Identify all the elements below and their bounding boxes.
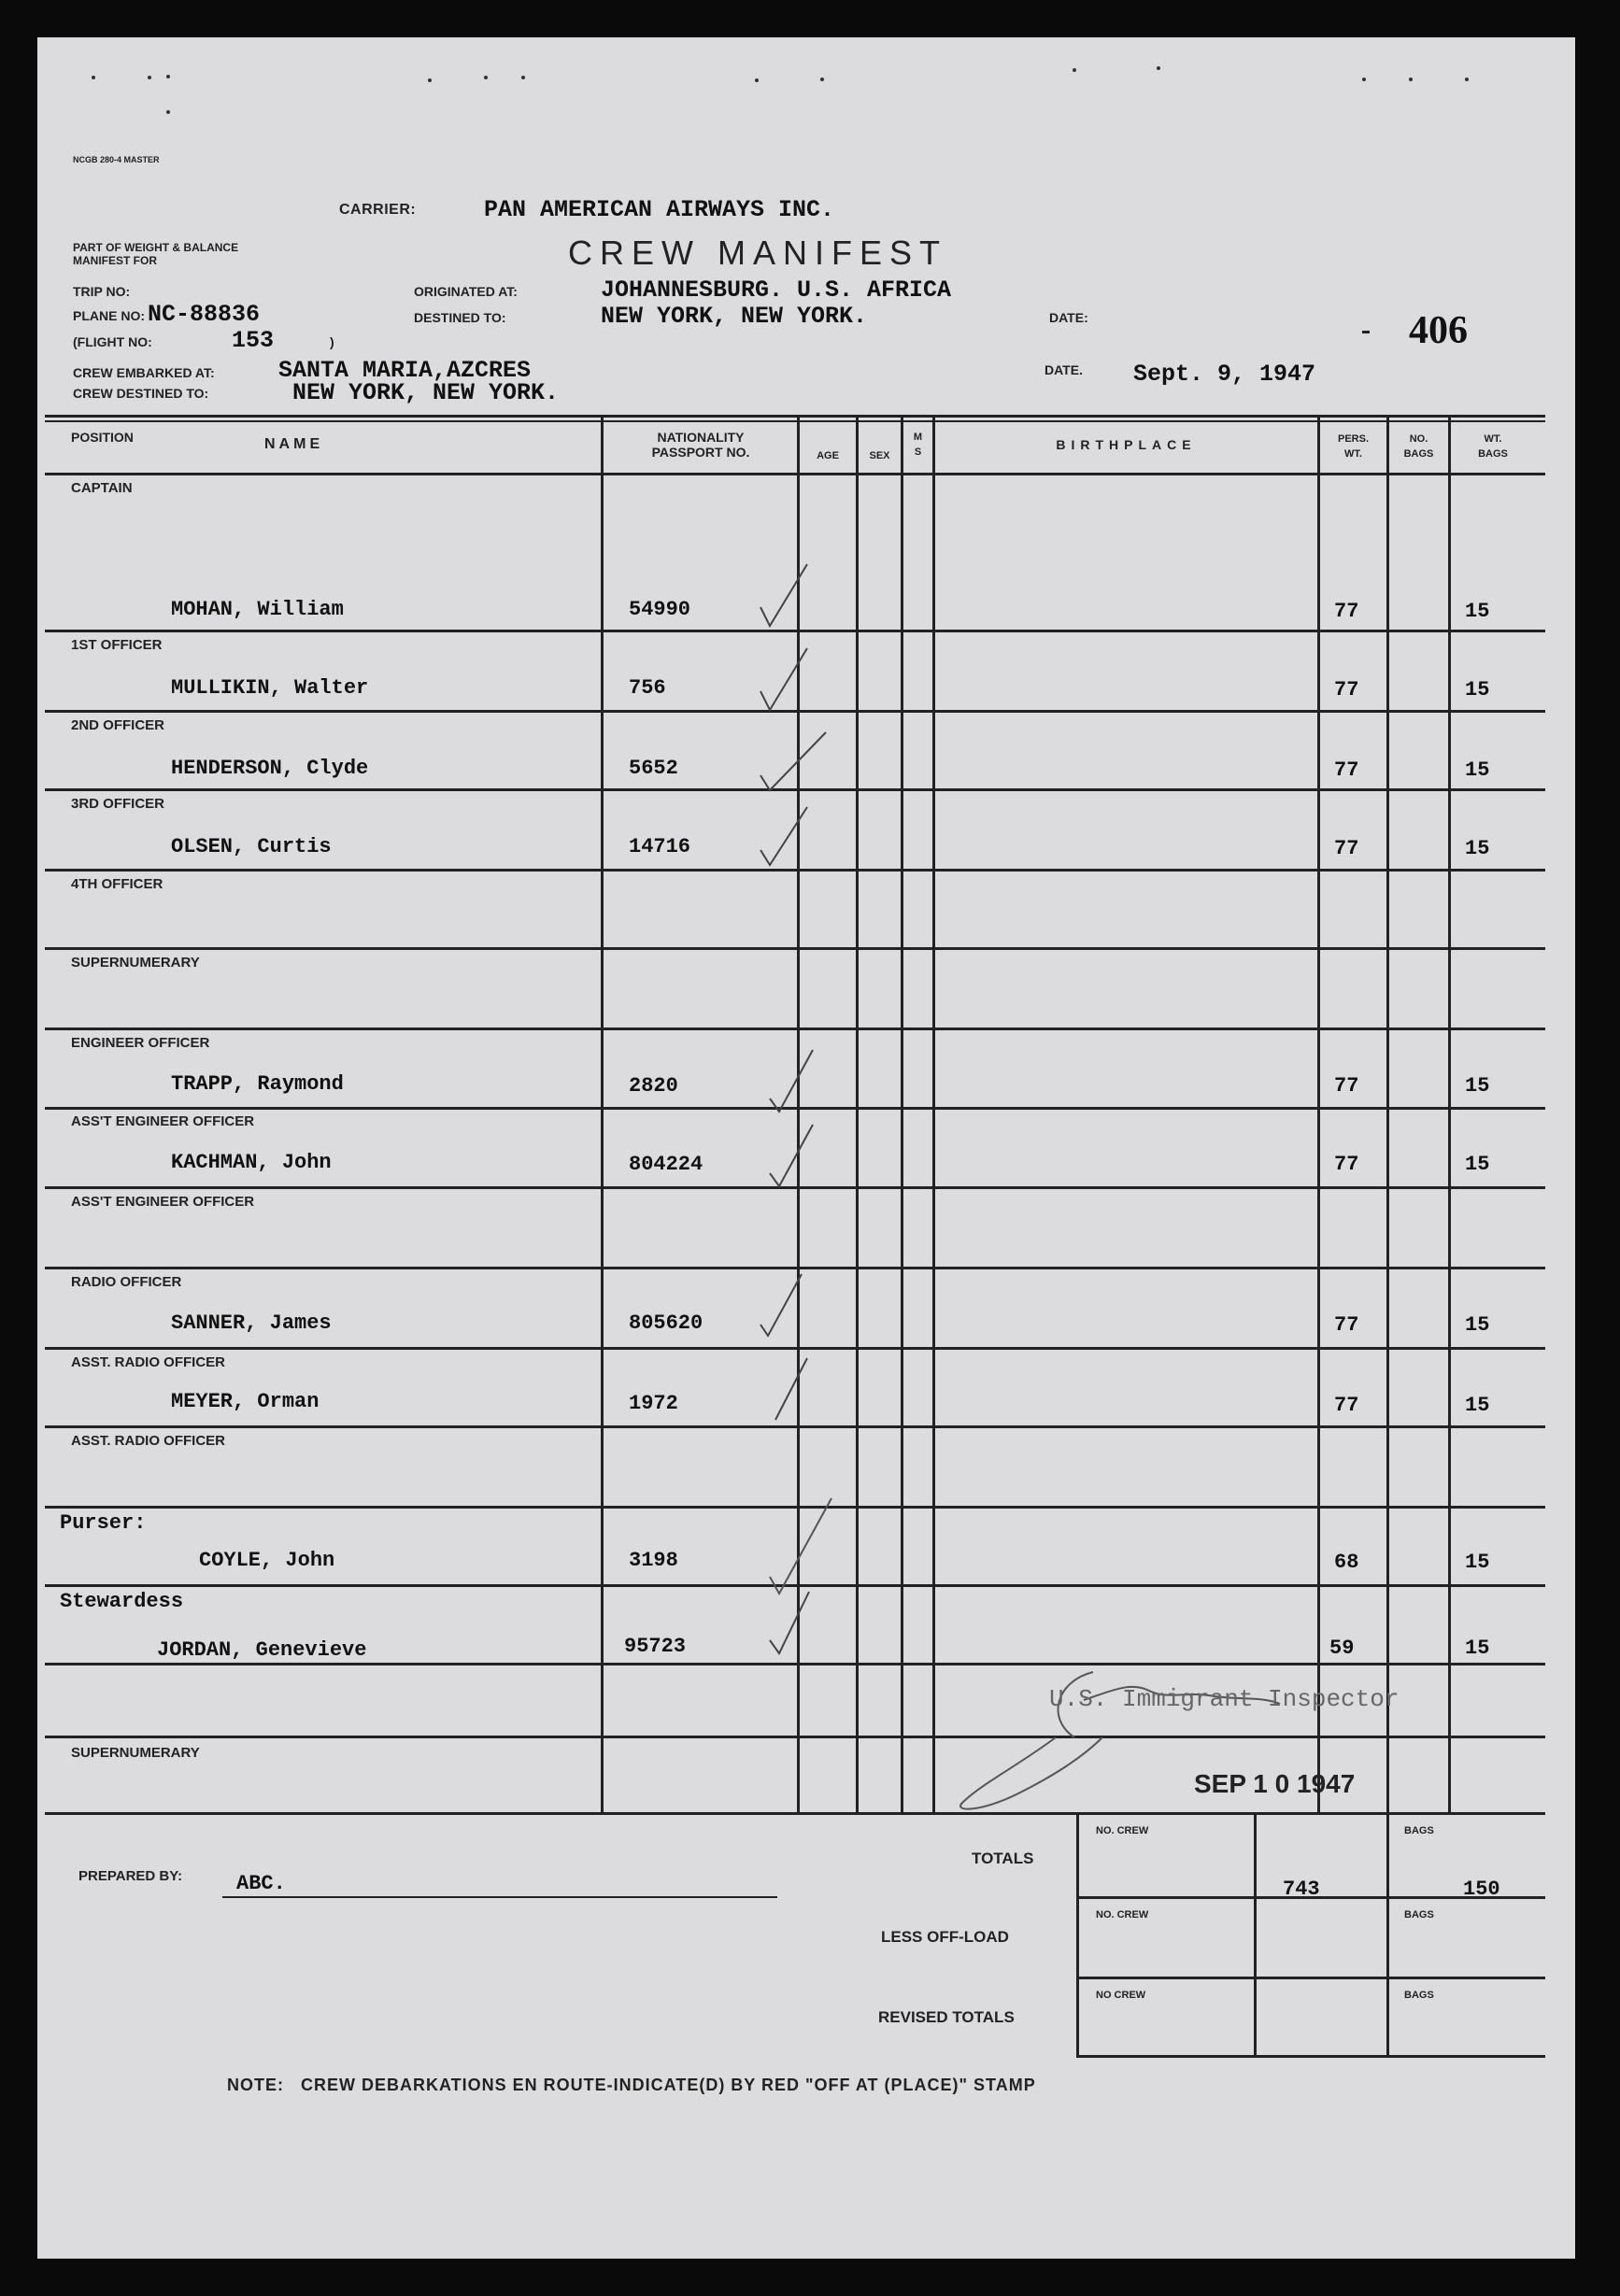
row-pers-wt: 77 xyxy=(1334,837,1359,860)
row-name: SANNER, James xyxy=(171,1311,332,1335)
totals-divider-mid xyxy=(1254,1812,1257,2055)
date-label: DATE: xyxy=(1049,310,1088,325)
col-divider-sex xyxy=(856,415,859,1812)
scan-speck xyxy=(92,76,95,79)
crew-destined-label: CREW DESTINED TO: xyxy=(73,386,209,401)
row-passport: 805620 xyxy=(629,1311,703,1335)
totals-divider-right xyxy=(1386,1812,1389,2055)
row-name: MULLIKIN, Walter xyxy=(171,676,369,700)
row-rule xyxy=(45,1267,1545,1269)
col-divider-passport xyxy=(601,415,604,1812)
row-position: ASS'T ENGINEER OFFICER xyxy=(71,1113,255,1129)
col-header-pers-wt: WT. xyxy=(1344,448,1362,460)
row-wt-bags: 15 xyxy=(1465,1394,1490,1417)
col-header-pers: PERS. xyxy=(1337,433,1369,445)
crew-destined-value: NEW YORK, NEW YORK. xyxy=(292,379,560,406)
total-weight: 743 xyxy=(1283,1878,1320,1901)
scan-speck xyxy=(755,78,759,82)
scan-speck xyxy=(166,75,170,78)
check-mark xyxy=(766,1354,822,1429)
bags-label: BAGS xyxy=(1404,1990,1434,2001)
scan-speck xyxy=(1362,78,1366,81)
row-passport: 1972 xyxy=(629,1392,678,1415)
col-header-wt: WT. xyxy=(1484,433,1502,445)
flight-no-label: (FLIGHT NO: xyxy=(73,334,152,349)
row-name: TRAPP, Raymond xyxy=(171,1072,344,1096)
date2-value: Sept. 9, 1947 xyxy=(1133,361,1316,388)
row-name: MEYER, Orman xyxy=(171,1390,320,1413)
table-header-rule xyxy=(45,473,1545,475)
col-header-sex: SEX xyxy=(869,450,890,461)
col-header-wt-bags: BAGS xyxy=(1478,448,1508,460)
check-mark xyxy=(757,803,813,878)
row-position: SUPERNUMERARY xyxy=(71,1745,200,1761)
row-passport: 95723 xyxy=(624,1635,687,1658)
row-position-handwritten: Purser: xyxy=(60,1511,147,1535)
row-wt-bags: 15 xyxy=(1465,758,1490,782)
row-position: SUPERNUMERARY xyxy=(71,955,200,971)
scan-speck xyxy=(484,76,488,79)
row-position: RADIO OFFICER xyxy=(71,1274,182,1290)
plane-no-label: PLANE NO: xyxy=(73,308,145,323)
row-pers-wt: 77 xyxy=(1334,1313,1359,1337)
plane-no-value: NC-88836 xyxy=(148,301,261,328)
row-name: KACHMAN, John xyxy=(171,1151,332,1174)
row-wt-bags: 15 xyxy=(1465,1153,1490,1176)
manifest-sheet xyxy=(37,37,1575,2259)
row-pers-wt: 77 xyxy=(1334,1074,1359,1098)
prepared-by-line xyxy=(222,1896,777,1898)
total-bags: 150 xyxy=(1463,1878,1500,1901)
row-rule xyxy=(45,947,1545,950)
row-wt-bags: 15 xyxy=(1465,1637,1490,1660)
revised-totals-label: REVISED TOTALS xyxy=(878,2008,1015,2026)
bags-label: BAGS xyxy=(1404,1909,1434,1920)
scan-speck xyxy=(1073,68,1076,72)
row-passport: 5652 xyxy=(629,757,678,780)
scan-speck xyxy=(820,78,824,81)
no-crew-label: NO CREW xyxy=(1096,1990,1146,2001)
check-mark xyxy=(757,645,813,719)
col-divider-no-bags xyxy=(1386,415,1389,1812)
col-header-passport: PASSPORT NO. xyxy=(651,445,750,460)
row-pers-wt: 77 xyxy=(1334,600,1359,623)
less-offload-label: LESS OFF-LOAD xyxy=(881,1928,1009,1946)
row-position: CAPTAIN xyxy=(71,480,133,496)
page-title: CREW MANIFEST xyxy=(568,234,947,272)
stamp-date: SEP 1 0 1947 xyxy=(1194,1769,1356,1798)
flight-no-close: ) xyxy=(330,334,334,349)
crew-embarked-label: CREW EMBARKED AT: xyxy=(73,365,215,380)
check-mark xyxy=(757,1270,813,1345)
check-mark xyxy=(757,729,831,803)
scan-speck xyxy=(1409,78,1413,81)
destined-label: DESTINED TO: xyxy=(414,310,506,325)
row-pers-wt: 59 xyxy=(1329,1637,1355,1660)
check-mark xyxy=(766,1121,822,1196)
col-header-name: NAME xyxy=(264,436,324,452)
inspector-stamp: U.S. Immigrant Inspector xyxy=(1049,1685,1400,1713)
originated-value: JOHANNESBURG. U.S. AFRICA xyxy=(601,276,952,304)
scan-speck xyxy=(166,110,170,114)
row-name: HENDERSON, Clyde xyxy=(171,757,369,780)
row-passport: 804224 xyxy=(629,1153,703,1176)
date-dash xyxy=(1362,331,1370,333)
no-crew-label: NO. CREW xyxy=(1096,1909,1149,1920)
row-wt-bags: 15 xyxy=(1465,600,1490,623)
part-of-label: PART OF WEIGHT & BALANCE xyxy=(73,241,239,254)
row-passport: 54990 xyxy=(629,598,691,621)
col-header-no: NO. xyxy=(1409,433,1428,445)
footer-note: NOTE: CREW DEBARKATIONS EN ROUTE-INDICATE(D) BY RED "OFF AT (PLACE)" STAMP xyxy=(227,2076,1036,2094)
scan-speck xyxy=(521,76,525,79)
no-crew-label: NO. CREW xyxy=(1096,1825,1149,1836)
originated-label: ORIGINATED AT: xyxy=(414,284,518,299)
scan-speck xyxy=(148,76,151,79)
col-header-ms-s: S xyxy=(914,446,922,458)
row-name: COYLE, John xyxy=(199,1549,335,1572)
col-header-no-bags: BAGS xyxy=(1403,448,1434,460)
row-wt-bags: 15 xyxy=(1465,1313,1490,1337)
flight-no-value: 153 xyxy=(232,327,275,354)
col-header-nationality: NATIONALITY xyxy=(657,430,745,445)
row-name: MOHAN, William xyxy=(171,598,344,621)
carrier-value: PAN AMERICAN AIRWAYS INC. xyxy=(484,196,835,223)
row-wt-bags: 15 xyxy=(1465,1551,1490,1574)
row-name: OLSEN, Curtis xyxy=(171,835,332,858)
row-position: 2ND OFFICER xyxy=(71,717,165,733)
row-name: JORDAN, Genevieve xyxy=(157,1638,367,1662)
row-position: 1ST OFFICER xyxy=(71,637,163,653)
row-wt-bags: 15 xyxy=(1465,678,1490,702)
less-offload-rule xyxy=(1076,1977,1545,1979)
row-passport: 3198 xyxy=(629,1549,678,1572)
col-divider-ms xyxy=(901,415,903,1812)
page-number: 406 xyxy=(1409,309,1468,352)
scan-speck xyxy=(1157,66,1160,70)
row-pers-wt: 77 xyxy=(1334,678,1359,702)
row-pers-wt: 77 xyxy=(1334,1153,1359,1176)
col-header-ms-m: M xyxy=(913,432,923,443)
row-position: 3RD OFFICER xyxy=(71,796,165,812)
row-position: ASST. RADIO OFFICER xyxy=(71,1354,226,1370)
revised-totals-rule xyxy=(1076,2055,1545,2058)
scan-speck xyxy=(1465,78,1469,81)
row-pers-wt: 77 xyxy=(1334,1394,1359,1417)
carrier-label: CARRIER: xyxy=(339,202,417,218)
row-position: ASST. RADIO OFFICER xyxy=(71,1433,226,1449)
col-header-age: AGE xyxy=(817,450,839,461)
row-passport: 756 xyxy=(629,676,666,700)
totals-divider-left xyxy=(1076,1812,1079,2055)
check-mark xyxy=(757,560,813,635)
row-rule xyxy=(45,1347,1545,1350)
table-top-rule xyxy=(45,415,1545,418)
check-mark xyxy=(766,1046,822,1121)
row-rule xyxy=(45,1028,1545,1030)
bags-label: BAGS xyxy=(1404,1825,1434,1836)
manifest-for-label: MANIFEST FOR xyxy=(73,254,157,267)
totals-label: TOTALS xyxy=(972,1850,1034,1867)
col-divider-wt-bags xyxy=(1448,415,1451,1812)
row-position: 4TH OFFICER xyxy=(71,876,163,892)
form-code: NCGB 280-4 MASTER xyxy=(73,155,160,164)
col-header-position: POSITION xyxy=(71,430,134,445)
row-position-handwritten: Stewardess xyxy=(60,1590,184,1613)
row-position: ENGINEER OFFICER xyxy=(71,1035,210,1051)
prepared-by-value: ABC. xyxy=(236,1872,286,1895)
row-wt-bags: 15 xyxy=(1465,837,1490,860)
crew-embarked-value: SANTA MARIA,AZCRES xyxy=(278,357,532,384)
row-pers-wt: 77 xyxy=(1334,758,1359,782)
prepared-by-label: PREPARED BY: xyxy=(78,1868,183,1884)
row-passport: 14716 xyxy=(629,835,691,858)
check-mark xyxy=(766,1588,822,1663)
date2-label: DATE. xyxy=(1044,362,1083,377)
row-wt-bags: 15 xyxy=(1465,1074,1490,1098)
row-position: ASS'T ENGINEER OFFICER xyxy=(71,1194,255,1210)
destined-value: NEW YORK, NEW YORK. xyxy=(601,303,868,330)
row-passport: 2820 xyxy=(629,1074,678,1098)
col-divider-pers-wt xyxy=(1317,415,1320,1812)
col-header-birthplace: BIRTHPLACE xyxy=(1056,437,1197,452)
trip-no-label: TRIP NO: xyxy=(73,284,131,299)
scan-speck xyxy=(428,78,432,82)
col-divider-birthplace xyxy=(932,415,935,1812)
table-top-rule-inner xyxy=(45,420,1545,422)
row-pers-wt: 68 xyxy=(1334,1551,1359,1574)
